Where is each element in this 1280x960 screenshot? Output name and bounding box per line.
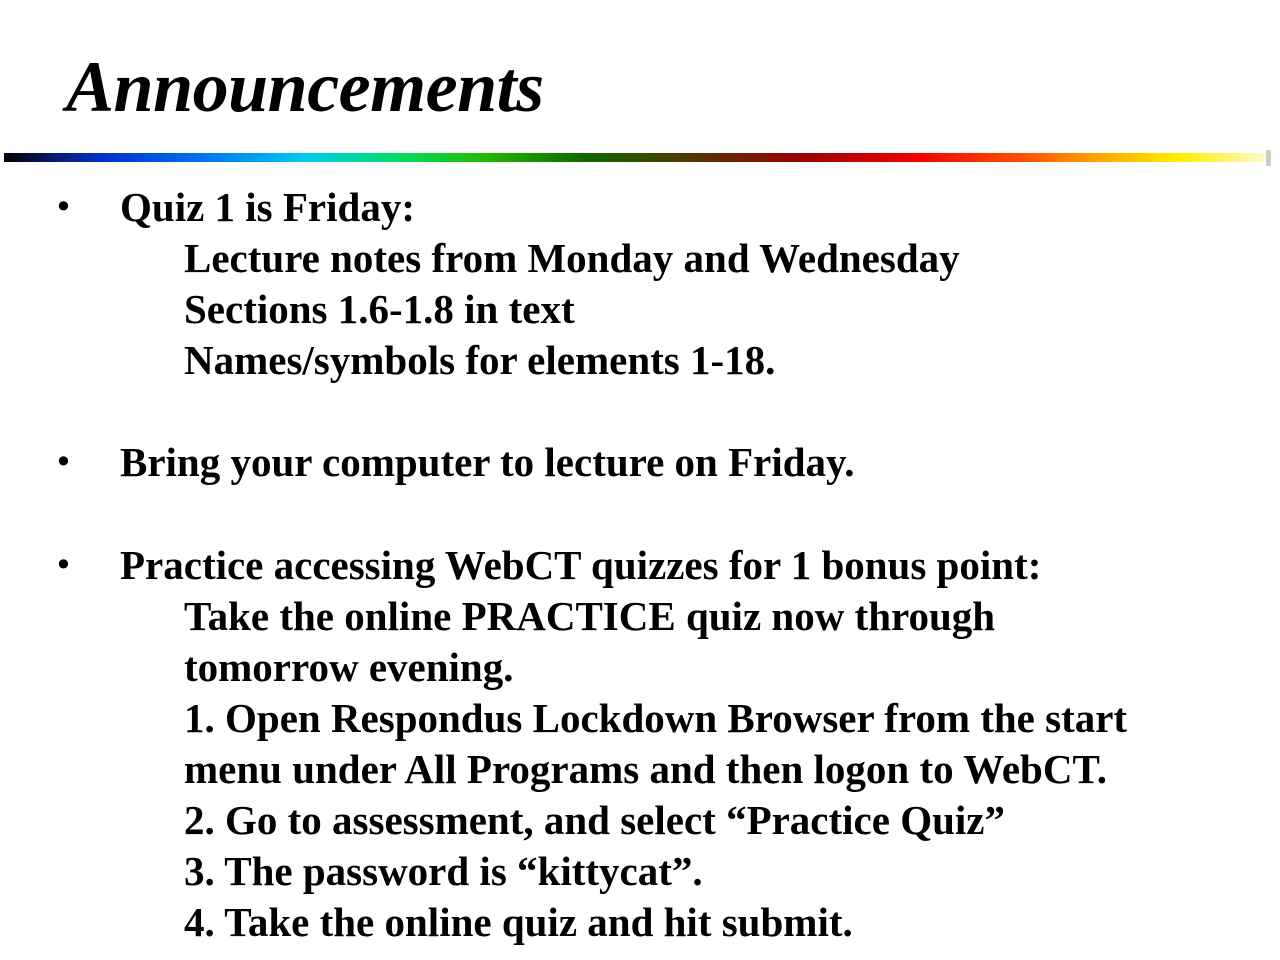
practice-step-1: 1. Open Respondus Lockdown Browser from the start bbox=[184, 695, 1128, 741]
practice-detail-line: Take the online PRACTICE quiz now through bbox=[184, 593, 996, 639]
practice-step-2: 2. Go to assessment, and select “Practice Quiz” bbox=[184, 797, 1005, 843]
bullet-practice-heading: Practice accessing WebCT quizzes for 1 bonus point: bbox=[120, 542, 1042, 588]
practice-step-3: 3. The password is “kittycat”. bbox=[184, 848, 703, 894]
bullet-quiz-heading: Quiz 1 is Friday: bbox=[120, 184, 415, 230]
divider-end-cap bbox=[1266, 150, 1271, 166]
practice-detail-line: tomorrow evening. bbox=[184, 644, 514, 690]
quiz-detail-sections: Sections 1.6-1.8 in text bbox=[184, 286, 575, 332]
practice-step-1-cont: menu under All Programs and then logon to WebCT. bbox=[184, 746, 1108, 792]
title-divider bbox=[4, 153, 1268, 162]
quiz-detail-lecture-notes: Lecture notes from Monday and Wednesday bbox=[184, 235, 960, 281]
practice-step-4: 4. Take the online quiz and hit submit. bbox=[184, 899, 853, 945]
bullet-icon: • bbox=[54, 443, 73, 481]
bullet-icon: • bbox=[54, 546, 73, 584]
bullet-icon: • bbox=[54, 188, 73, 226]
quiz-detail-elements: Names/symbols for elements 1-18. bbox=[184, 337, 776, 383]
slide-title: Announcements bbox=[66, 47, 544, 127]
bullet-bring-computer: Bring your computer to lecture on Friday. bbox=[120, 439, 855, 485]
